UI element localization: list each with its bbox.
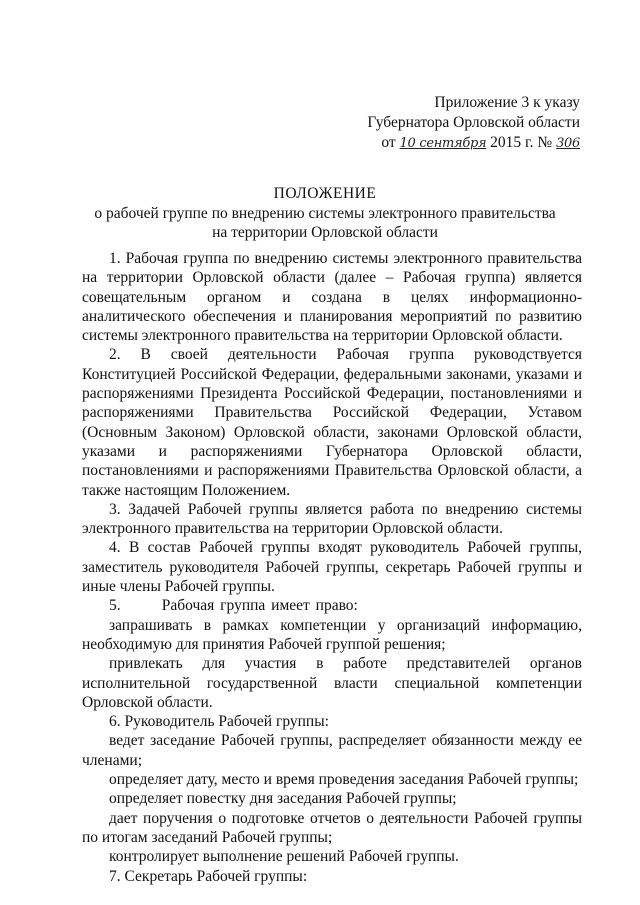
annex-line-3 (340, 133, 580, 154)
paragraph-1: 1. Рабочая группа по внедрению системы электронного правительства на территории Орловской области (далее – Рабочая группа) является совещательным органом и создана в целях информационно-аналитического обеспечения и планирования мероприятий по развитию системы электронного правительства на территории Орловской области. (82, 250, 582, 345)
handwritten-date: 10 сентября (399, 136, 487, 151)
paragraph-6-item-3: определяет повестку дня заседания Рабочей группы; (109, 790, 457, 808)
document-body (82, 249, 582, 886)
handwritten-number: 306 (556, 136, 580, 151)
title-subtitle-1: о рабочей группе по внедрению системы электронного правительства (94, 205, 556, 222)
paragraph-2: 2. В своей деятельности Рабочая группа руководствуется Конституцией Российской Федерации, федеральными законами, указами и распоряжениями Президента Российской Федерации, постановлениями и распоряжениями Правительства Российской Федерации, Уставом (Основным Законом) Орловской области, законами Орловской области, указами и распоряжениями Губернатора Орловской области, постановлениями и распоряжениями Правительства Орловской области, а также настоящим Положением. (82, 346, 582, 499)
annex-line-2: Губернатора Орловской области (367, 114, 580, 131)
paragraph-6-item-4: дает поручения о подготовке отчетов о деятельности Рабочей группы по итогам заседаний Рабочей группы; (82, 809, 582, 846)
annex-header (340, 93, 580, 154)
paragraph-5: 5. Рабочая группа имеет право: (109, 597, 358, 615)
paragraph-3: 3. Задачей Рабочей группы является работа по внедрению системы электронного правительства на территории Орловской области. (82, 500, 582, 538)
annex-year: 2015 г. № (490, 134, 553, 151)
paragraph-4: 4. В состав Рабочей группы входят руководитель Рабочей группы, заместитель руководителя Рабочей группы, секретарь Рабочей группы и иные члены Рабочей группы. (82, 539, 582, 596)
paragraph-5-item-1: запрашивать в рамках компетенции у организаций информацию, необходимую для принятия Рабочей группой решения; (82, 616, 582, 653)
document-title (70, 184, 580, 242)
title-subtitle-2: на территории Орловской области (212, 224, 438, 241)
paragraph-5-item-2: привлекать для участия в работе представителей органов исполнительной государственной власти специальной компетенции Орловской области. (82, 655, 582, 711)
paragraph-6: 6. Руководитель Рабочей группы: (109, 713, 329, 731)
paragraph-6-item-5: контролирует выполнение решений Рабочей группы. (109, 848, 459, 866)
annex-from: от (381, 134, 396, 151)
title-heading: ПОЛОЖЕНИЕ (273, 185, 377, 202)
annex-line-1: Приложение 3 к указу (434, 94, 580, 111)
paragraph-6-item-1: ведет заседание Рабочей группы, распределяет обязанности между ее членами; (82, 732, 582, 769)
paragraph-7: 7. Секретарь Рабочей группы: (109, 867, 308, 885)
paragraph-6-item-2: определяет дату, место и время проведения заседания Рабочей группы; (109, 771, 579, 789)
